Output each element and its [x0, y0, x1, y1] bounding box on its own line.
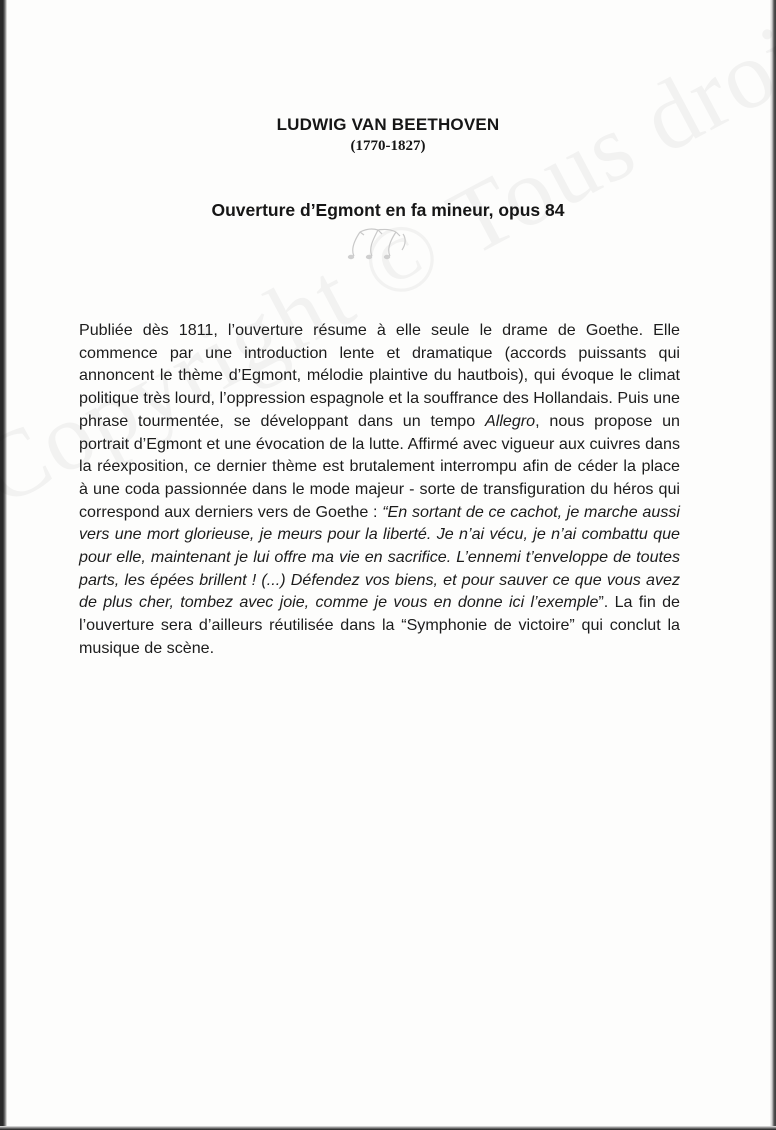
work-title: Ouverture d’Egmont en fa mineur, opus 84	[211, 200, 565, 220]
tempo-italic: Allegro	[485, 411, 536, 430]
body-text-segment: , nous propose un portrait d’Egmont et une évocation de la lutte. Affirmé avec vigueur aux cuivres dans la réexposition, ce dernier thème est brutalement interrompu afin de céder la place à une coda passionnée dans le mode majeur - sorte de transfiguration du héros qui correspond aux derniers vers de Goethe :	[79, 411, 680, 521]
article-body	[79, 319, 680, 660]
musical-notes-ornament-icon	[340, 226, 412, 262]
scan-edge-bottom	[0, 1126, 776, 1130]
composer-name: LUDWIG VAN BEETHOVEN	[276, 115, 500, 134]
body-text-segment: ”. La fin de l’ouverture sera d’ailleurs réutilisée dans la “Symphonie de victoire” qui conclut la musique de scène.	[79, 593, 680, 657]
scan-edge-right	[770, 0, 776, 1130]
body-text-segment: Publiée dès 1811, l’ouverture résume à elle seule le drame de Goethe. Elle commence par une introduction lente et dramatique (accords puissants qui annoncent le thème d’Egmont, mélodie plaintive du hautbois), qui évoque le climat politique très lourd, l’oppression espagnole et la souffrance des Hollandais. Puis une phrase tourmentée, se développant dans un tempo	[79, 321, 680, 430]
goethe-quote: “En sortant de ce cachot, je marche aussi vers une mort glorieuse, je meurs pour la liberté. Je n’ai vécu, je n’ai combattu que pour elle, maintenant je lui offre ma vie en sacrifice. L’ennemi t’enveloppe de toutes parts, les épées brillent ! (...) Défendez vos biens, et pour sauver ce que vous avez de plus cher, tombez avec joie, comme je vous en donne ici l’exemple	[79, 502, 680, 612]
scan-edge-left	[0, 0, 7, 1130]
composer-dates: (1770-1827)	[350, 138, 426, 154]
body-paragraph	[79, 319, 680, 660]
